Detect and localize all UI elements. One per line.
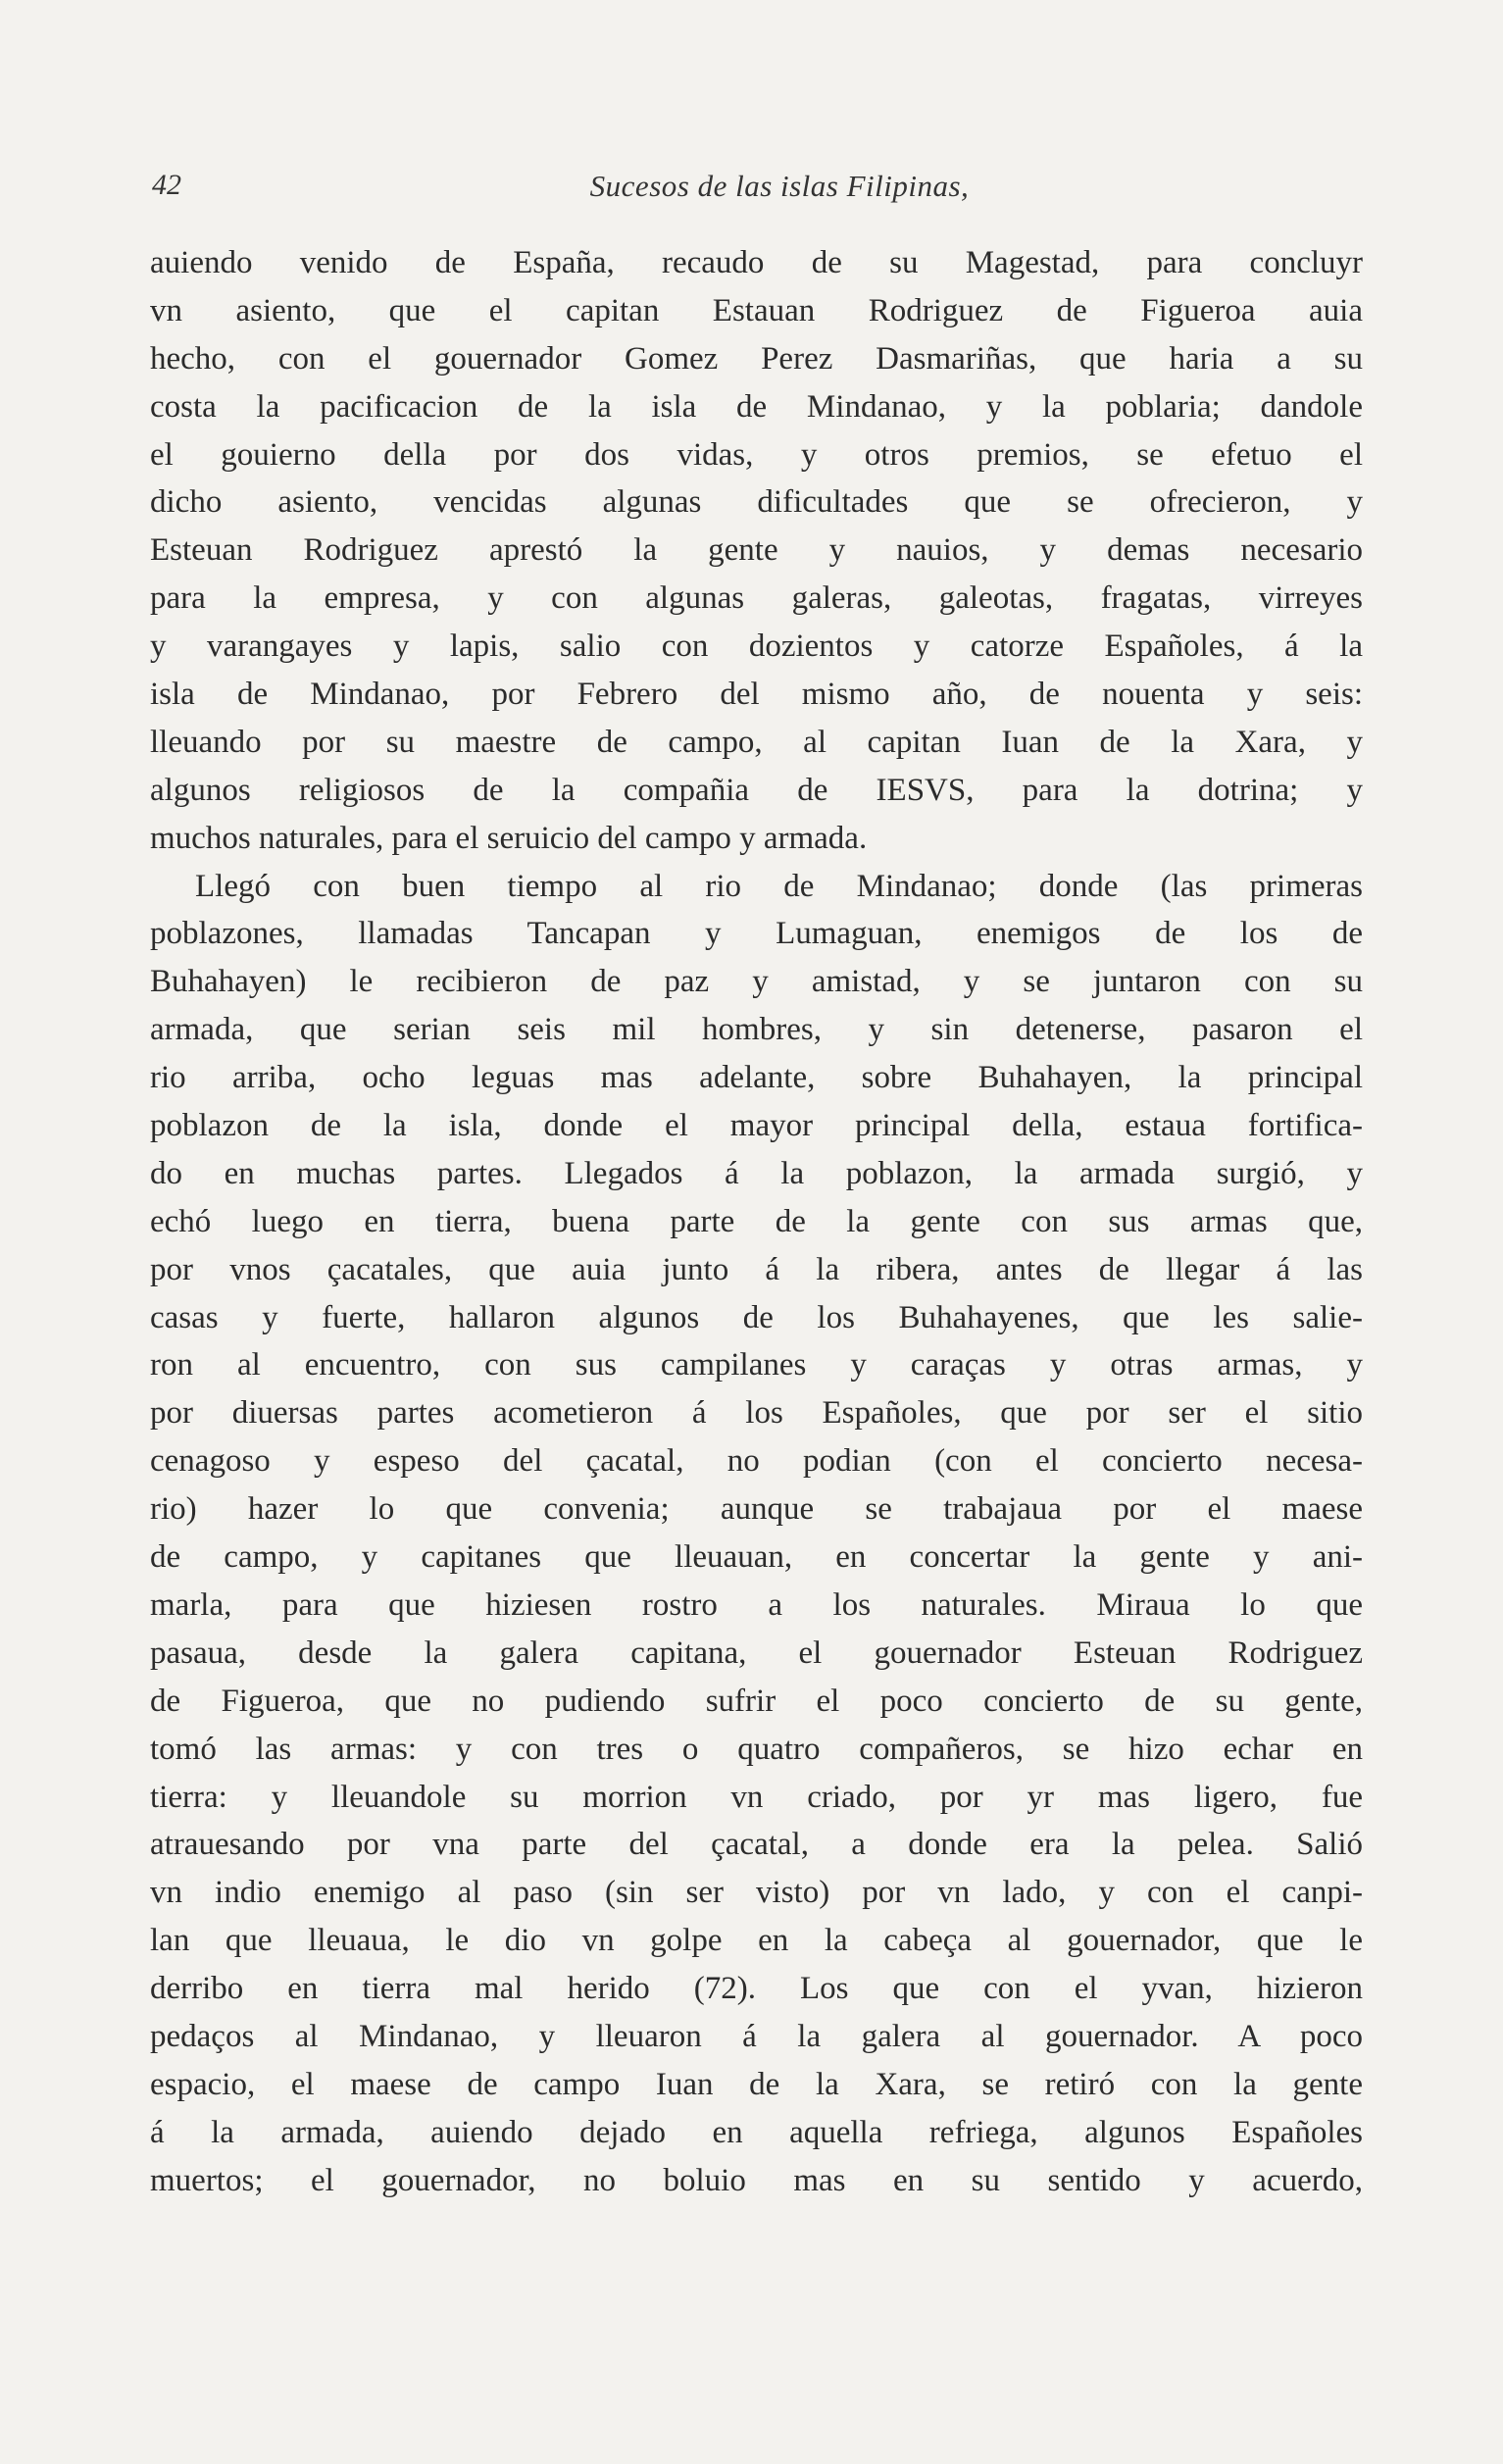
text-line: atrauesando por vna parte del çacatal, a donde era la pelea. Salió — [150, 1827, 1363, 1863]
text-line: auiendo venido de España, recaudo de su Magestad, para concluyr — [150, 245, 1363, 280]
text-line: isla de Mindanao, por Febrero del mismo año, de nouenta y seis: — [150, 677, 1363, 713]
text-line: lan que lleuaua, le dio vn golpe en la cabeça al gouernador, que le — [150, 1923, 1363, 1959]
text-line: lleuando por su maestre de campo, al capitan Iuan de la Xara, y — [150, 724, 1363, 760]
text-line: rio) hazer lo que convenia; aunque se trabajaua por el maese — [150, 1491, 1363, 1528]
text-line: poblazones, llamadas Tancapan y Lumaguan, enemigos de los de — [150, 916, 1363, 952]
text-line: el gouierno della por dos vidas, y otros premios, se efetuo el — [150, 436, 1363, 473]
text-line: cenagoso y espeso del çacatal, no podian (con el concierto necesa- — [150, 1443, 1363, 1480]
text-line: casas y fuerte, hallaron algunos de los Buhahayenes, que les salie- — [150, 1299, 1363, 1335]
text-line: Esteuan Rodriguez aprestó la gente y nauios, y demas necesario — [150, 532, 1363, 569]
text-line: costa la pacificacion de la isla de Mindanao, y la poblaria; dandole — [150, 388, 1363, 425]
text-line: echó luego en tierra, buena parte de la gente con sus armas que, — [150, 1203, 1363, 1239]
text-line: por vnos çacatales, que auia junto á la ribera, antes de llegar á las — [150, 1251, 1363, 1287]
text-line: Llegó con buen tiempo al rio de Mindanao; donde (las primeras — [195, 868, 1363, 904]
body-text — [150, 239, 1363, 2205]
text-line: por diuersas partes acometieron á los Españoles, que por ser el sitio — [150, 1395, 1363, 1432]
text-line: dicho asiento, vencidas algunas dificultades que se ofrecieron, y — [150, 484, 1363, 521]
text-line: pasaua, desde la galera capitana, el gouernador Esteuan Rodriguez — [150, 1634, 1363, 1671]
text-line: derribo en tierra mal herido (72). Los que con el yvan, hizieron — [150, 1971, 1363, 2007]
text-line: tierra: y lleuandole su morrion vn criado, por yr mas ligero, fue — [150, 1779, 1363, 1815]
text-line: espacio, el maese de campo Iuan de la Xara, se retiró con la gente — [150, 2066, 1363, 2102]
text-line: poblazon de la isla, donde el mayor principal della, estaua fortifica- — [150, 1108, 1363, 1144]
text-line: tomó las armas: y con tres o quatro compañeros, se hizo echar en — [150, 1731, 1363, 1767]
text-line: de campo, y capitanes que lleuauan, en concertar la gente y ani- — [150, 1539, 1363, 1576]
text-line: algunos religiosos de la compañia de IESVS, para la dotrina; y — [150, 772, 1363, 808]
text-line: muchos naturales, para el seruicio del campo y armada. — [150, 820, 868, 856]
text-line: para la empresa, y con algunas galeras, galeotas, fragatas, virreyes — [150, 580, 1363, 617]
page-number: 42 — [152, 169, 181, 201]
running-title: Sucesos de las islas Filipinas, — [589, 169, 970, 203]
text-line: armada, que serian seis mil hombres, y sin detenerse, pasaron el — [150, 1012, 1363, 1048]
text-line: rio arriba, ocho leguas mas adelante, sobre Buhahayen, la principal — [150, 1060, 1363, 1096]
text-line: á la armada, auiendo dejado en aquella refriega, algunos Españoles — [150, 2114, 1363, 2150]
text-line: vn asiento, que el capitan Estauan Rodriguez de Figueroa auia — [150, 292, 1363, 328]
text-line: do en muchas partes. Llegados á la poblazon, la armada surgió, y — [150, 1155, 1363, 1191]
page-header — [152, 169, 1363, 218]
text-line: ron al encuentro, con sus campilanes y caraças y otras armas, y — [150, 1347, 1363, 1383]
text-line: pedaços al Mindanao, y lleuaron á la galera al gouernador. A poco — [150, 2018, 1363, 2054]
text-line: de Figueroa, que no pudiendo sufrir el poco concierto de su gente, — [150, 1683, 1363, 1719]
text-line: muertos; el gouernador, no boluio mas en su sentido y acuerdo, — [150, 2162, 1363, 2198]
text-line: hecho, con el gouernador Gomez Perez Dasmariñas, que haria a su — [150, 340, 1363, 377]
text-line: vn indio enemigo al paso (sin ser visto) por vn lado, y con el canpi- — [150, 1875, 1363, 1911]
text-line: marla, para que hiziesen rostro a los naturales. Miraua lo que — [150, 1586, 1363, 1623]
text-line: Buhahayen) le recibieron de paz y amistad, y se juntaron con su — [150, 964, 1363, 1000]
text-line: y varangayes y lapis, salio con dozientos y catorze Españoles, á la — [150, 629, 1363, 665]
